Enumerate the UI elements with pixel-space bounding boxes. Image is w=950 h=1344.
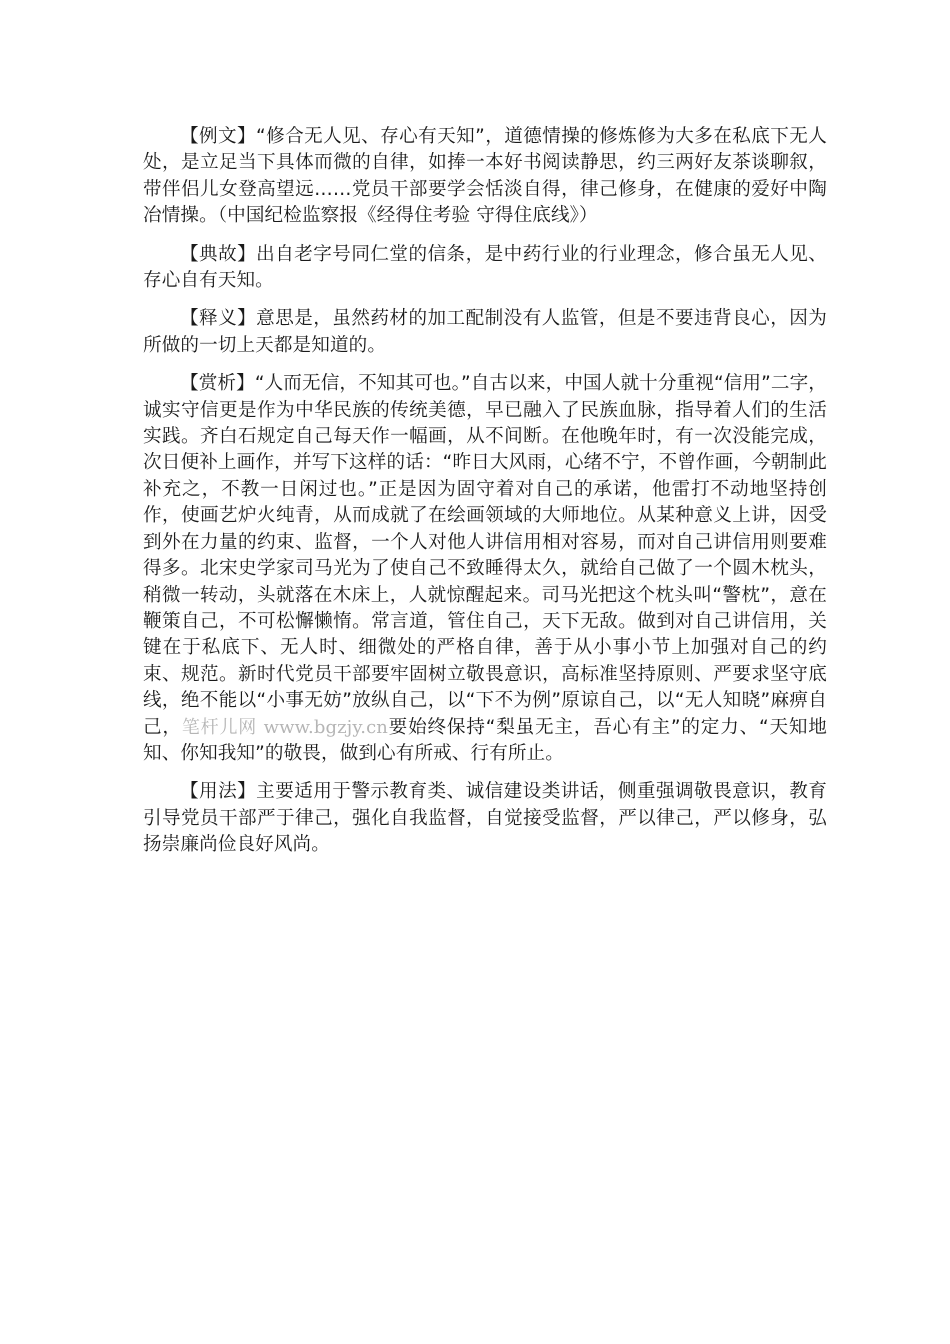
- paragraph-text: 主要适用于警示教育类、诚信建设类讲话，侧重强调敬畏意识，教育引导党员干部严于律己，强化自我监督，自觉接受监督，严以律己，严以修身，弘扬崇廉尚俭良好风尚。: [143, 781, 827, 856]
- paragraph-text: “修合无人见、存心有天知”，道德情操的修炼修为大多在私底下无人处，是立足当下具体而微的自律，如捧一本好书阅读静思，约三两好友茶谈聊叙，带伴侣儿女登高望远……党员干部要学会恬淡自得，律己修身，在健康的爱好中陶冶情操。（中国纪检监察报《经得住考验 守得住底线》）: [143, 126, 827, 227]
- document-body: [143, 124, 827, 871]
- paragraph-example: [143, 124, 827, 230]
- paragraph-usage: [143, 779, 827, 858]
- paragraph-text: “人而无信，不知其可也。”自古以来，中国人就十分重视“信用”二字，诚实守信更是作为中华民族的传统美德，早已融入了民族血脉，指导着人们的生活实践。齐白石规定自己每天作一幅画，从不间断。在他晚年时，有一次没能完成，次日便补上画作，并写下这样的话：“昨日大风雨，心绪不宁，不曾作画，今朝制此补充之，不教一日闲过也。”正是因为固守着对自己的承诺，他雷打不动地坚持创作，使画艺炉火纯青，从而成就了在绘画领域的大师地位。从某种意义上讲，因受到外在力量的约束、监督，一个人对他人讲信用相对容易，而对自己讲信用则要难得多。北宋史学家司马光为了使自己不致睡得太久，就给自己做了一个圆木枕头，稍微一转动，头就落在木床上，人就惊醒起来。司马光把这个枕头叫“警枕”，意在鞭策自己，不可松懈懒惰。常言道，管住自己，天下无敌。做到对自己讲信用，关键在于私底下、无人时、细微处的严格自律，善于从小事小节上加强对自己的约束、规范。新时代党员干部要牢固树立敬畏意识，高标准坚持原则、严要求坚守底线，绝不能以“小事无妨”放纵自己，以“下不为例”原谅自己，以“无人知晓”麻痹自己，: [143, 373, 827, 738]
- paragraph-allusion: [143, 242, 827, 295]
- paragraph-text-continued: 要始终保持“梨虽无主，吾心有主”的定力、“天知地知、你知我知”的敬畏，做到心有所戒、行有所止。: [143, 716, 827, 764]
- paragraph-tag: 【典故】: [180, 243, 257, 265]
- paragraph-text: 意思是，虽然药材的加工配制没有人监管，但是不要违背良心，因为所做的一切上天都是知道的。: [143, 308, 827, 356]
- paragraph-tag: 【例文】: [180, 126, 257, 147]
- paragraph-meaning: [143, 306, 827, 359]
- paragraph-tag: 【释义】: [180, 308, 257, 330]
- paragraph-tag: 【用法】: [180, 781, 257, 803]
- watermark-text: 笔杆儿网 www.bgzjy.cn: [181, 716, 388, 738]
- paragraph-text: 出自老字号同仁堂的信条，是中药行业的行业理念，修合虽无人见、存心自有天知。: [143, 243, 827, 292]
- paragraph-tag: 【赏析】: [180, 373, 255, 395]
- paragraph-appreciation: [143, 371, 827, 767]
